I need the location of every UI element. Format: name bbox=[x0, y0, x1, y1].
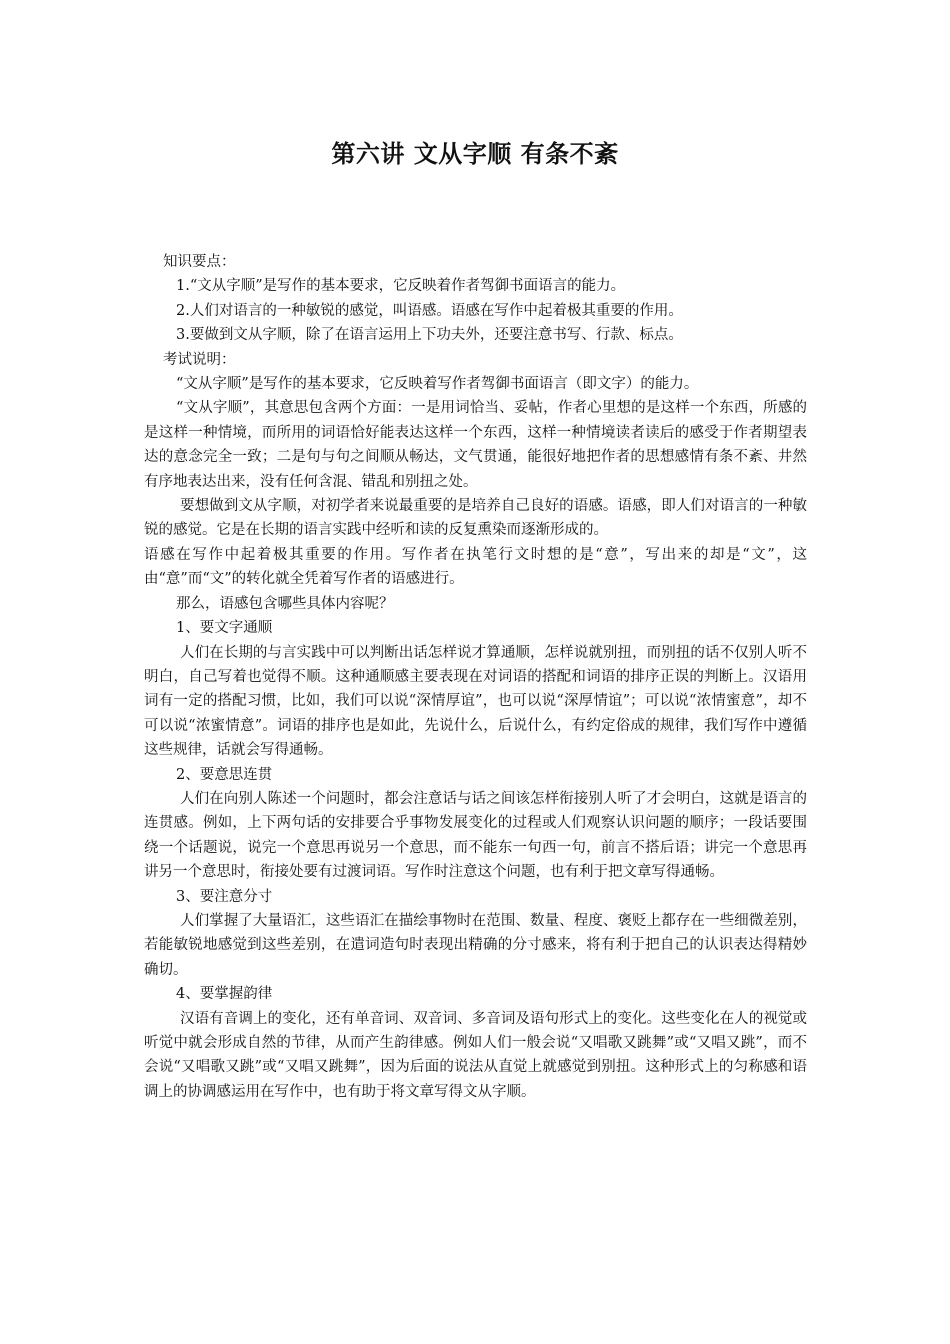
paragraph: “文从字顺”，其意思包含两个方面：一是用词恰当、妥帖，作者心里想的是这样一个东西，所感的是这样一种情境，而所用的词语恰好能表达这样一个东西，这样一种情境读者读后的感受于作者期望表达的意念完全一致；二是句与句之间顺从畅达，文气贯通，能很好地把作者的思想感情有条不紊、井然有序地表达出来，没有任何含混、错乱和别扭之处。 bbox=[144, 400, 807, 490]
paragraph: 2.人们对语言的一种敏锐的感觉，叫语感。语感在写作中起着极其重要的作用。 bbox=[176, 302, 683, 319]
subheading: 3、要注意分寸 bbox=[176, 888, 273, 905]
subheading: 4、要掌握韵律 bbox=[176, 986, 273, 1003]
paragraph: “文从字顺”是写作的基本要求，它反映着写作者驾御书面语言（即文字）的能力。 bbox=[176, 376, 699, 393]
page-title: 第六讲 文从字顺 有条不紊 bbox=[331, 139, 619, 168]
section-label: 知识要点： bbox=[163, 254, 236, 270]
section-label: 考试说明： bbox=[163, 351, 236, 368]
paragraph: 要想做到文从字顺，对初学者来说最重要的是培养自己良好的语感。语感，即人们对语言的一种敏锐的感觉。它是在长期的语言实践中经听和读的反复熏染而逐渐形成的。 bbox=[144, 498, 807, 539]
paragraph: 1.“文从字顺”是写作的基本要求，它反映着作者驾御书面语言的能力。 bbox=[176, 278, 626, 295]
subheading: 2、要意思连贯 bbox=[176, 766, 273, 783]
paragraph: 人们在向别人陈述一个问题时，都会注意话与话之间该怎样衔接别人听了才会明白，这就是语言的连贯感。例如，上下两句话的安排要合乎事物发展变化的过程或人们观察认识问题的顺序；一段话要围绕一个话题说，说完一个意思再说另一个意思，而不能东一句西一句，前言不搭后语；讲完一个意思再讲另一个意思时，衔接处要有过渡词语。写作时注意这个问题，也有利于把文章写得通畅。 bbox=[144, 790, 807, 881]
paragraph: 3.要做到文从字顺，除了在语言运用上下功夫外，还要注意书写、行款、标点。 bbox=[176, 327, 683, 344]
paragraph: 那么，语感包含哪些具体内容呢？ bbox=[176, 595, 394, 612]
subheading: 1、要文字通顺 bbox=[176, 620, 273, 637]
paragraph: 语感在写作中起着极其重要的作用。写作者在执笔行文时想的是“意”，写出来的却是“文”，这由“意”而“文”的转化就全凭着写作者的语感进行。 bbox=[144, 546, 807, 588]
paragraph: 人们掌握了大量语汇，这些语汇在描绘事物时在范围、数量、程度、褒贬上都存在一些细微差别，若能敏锐地感觉到这些差别，在遣词造句时表现出精确的分寸感来，将有利于把自己的认识表达得精妙确切。 bbox=[144, 912, 807, 978]
paragraph: 汉语有音调上的变化，还有单音词、双音词、多音词及语句形式上的变化。这些变化在人的视觉或听觉中就会形成自然的节律，从而产生韵律感。例如人们一般会说“又唱歌又跳舞”或“又唱又跳”，而不会说“又唱歌又跳”或“又唱又跳舞”，因为后面的说法从直觉上就感觉到别扭。这种形式上的匀称感和语调上的协调感运用在写作中，也有助于将文章写得文从字顺。 bbox=[144, 1010, 807, 1100]
paragraph: 人们在长期的与言实践中可以判断出话怎样说才算通顺，怎样说就别扭，而别扭的话不仅别人听不明白，自己写着也觉得不顺。这种通顺感主要表现在对词语的搭配和词语的排序正误的判断上。汉语用词有一定的搭配习惯，比如，我们可以说“深情厚谊”，也可以说“深厚情谊”；可以说“浓情蜜意”，却不可以说“浓蜜情意”。词语的排序也是如此，先说什么，后说什么，有约定俗成的规律，我们写作中遵循这些规律，话就会写得通畅。 bbox=[144, 644, 807, 759]
document-body bbox=[144, 250, 807, 1104]
